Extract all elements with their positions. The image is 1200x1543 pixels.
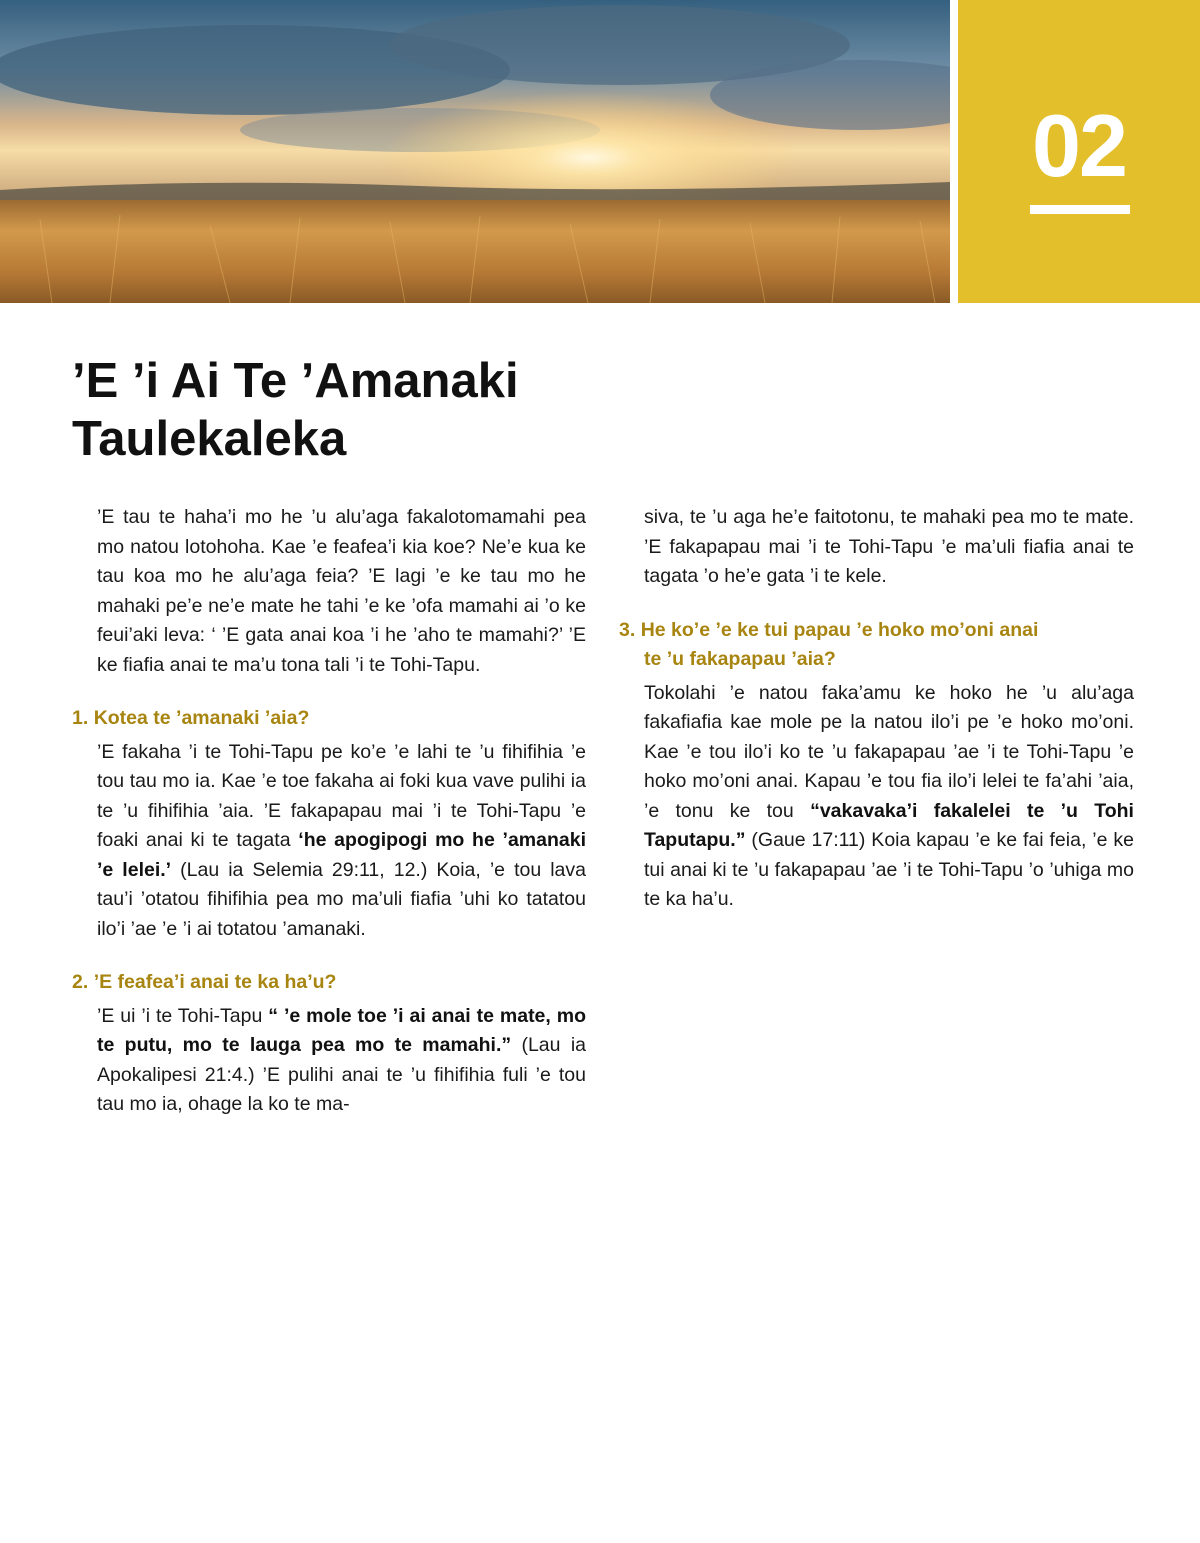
section-3-text-a: Tokolahi ’e natou faka’amu ke hoko he ’u alu’aga fakafiafia kae mole pe la natou ilo’i pe ’e hoko mo’oni. Kae ’e tou ilo’i ko te ’u fakapapau ’ae ’i te Tohi-Tapu ’e hoko mo’oni anai. Kapau ’e tou fia ilo’i lelei te fa’ahi ’aia, ’e tonu ke tou bbox=[644, 681, 1134, 822]
section-3-bold-quote: “vakavaka’i fakalelei te ’u Tohi Taputapu.” bbox=[644, 799, 1134, 851]
section-2-heading-text: ’E feafea’i anai te ka ha’u? bbox=[93, 971, 337, 993]
right-column bbox=[619, 503, 1134, 915]
section-1-heading bbox=[72, 704, 586, 734]
wheat-field-sunset-image bbox=[0, 0, 950, 303]
section-3-heading-line1: He ko’e ’e ke tui papau ’e hoko mo’oni anai bbox=[640, 618, 1039, 641]
section-1-paragraph bbox=[72, 738, 586, 945]
hero-photo bbox=[0, 0, 950, 303]
lesson-number-badge bbox=[958, 0, 1200, 303]
section-3-heading bbox=[619, 616, 1134, 675]
intro-paragraph: ’E tau te haha’i mo he ’u alu’aga fakalotomamahi pea mo natou lotohoha. Kae ’e feafea’i kia koe? Ne’e kua ke tau koa mo he alu’aga feia? ’E lagi ’e ke tau mo he mahaki pe’e ne’e mate he tahi ’e ke ’ofa mamahi ai ’o ke feui’aki leva: ‘ ’E gata anai koa ’i he ’aho te mamahi?’ ’E ke fiafia anai te ma’u tona tali ’i te Tohi-Tapu. bbox=[97, 506, 586, 676]
left-column bbox=[72, 503, 586, 1120]
section-2-paragraph-continued: siva, te ’u aga he’e faitotonu, te mahaki pea mo te mate. ’E fakapapau mai ’i te Tohi-Tapu ’e ma’uli fiafia anai te tagata ’o he’e gata ’i te kele. bbox=[644, 506, 1134, 587]
section-2-bold-quote: “ ’e mole toe ’i ai anai te mate, mo te putu, mo te lauga pea mo te mamahi.” bbox=[97, 1004, 586, 1056]
section-2-text-a: ’E ui ’i te Tohi-Tapu bbox=[97, 1004, 269, 1027]
section-1-heading-text: Kotea te ’amanaki ’aia? bbox=[93, 707, 310, 729]
lesson-number: 02 bbox=[1032, 96, 1126, 195]
section-3-number: 3. bbox=[619, 618, 636, 641]
section-1-number: 1. bbox=[72, 707, 89, 729]
section-2-text-b-left: (Lau ia Apokalipesi 21:4.) ’E pulihi anai te ’u fihifihia fuli ’e tou tau mo ia, ohage la ko te ma- bbox=[97, 1034, 586, 1115]
section-1-bold-quote: ‘he apogipogi mo he ’amanaki ’e lelei.’ bbox=[97, 829, 586, 881]
lesson-title: ’E ’i Ai Te ’Amanaki Taulekaleka bbox=[72, 354, 519, 466]
section-2-paragraph bbox=[72, 1002, 586, 1120]
section-3-paragraph bbox=[619, 679, 1134, 915]
lesson-number-underline bbox=[1030, 205, 1130, 214]
section-1-text-a: ’E fakaha ’i te Tohi-Tapu pe ko’e ’e lahi te ’u fihifihia ’e tou tau mo ia. Kae ’e toe fakaha ai foki kua vave pulihi ia te ’u fihifihia ’aia. ’E fakapapau mai ’i te Tohi-Tapu ’e foaki anai ki te tagata bbox=[97, 740, 586, 851]
section-3-heading-line2: te ’u fakapapau ’aia? bbox=[644, 648, 836, 670]
section-3-text-b: (Gaue 17:11) Koia kapau ’e ke fai feia, ’e ke tui anai ki te ’u fakapapau ’ae ’i te Tohi-Tapu ’o ’uhiga mo te ka ha’u. bbox=[644, 829, 1134, 910]
section-1-text-b: (Lau ia Selemia 29:11, 12.) Koia, ’e tou lava tau’i ’otatou fihifihia pea mo ma’uli fiafia ’uhi ko tatatou ilo’i ’ae ’e ’i ai totatou ’amanaki. bbox=[97, 858, 586, 940]
section-2-heading bbox=[72, 968, 586, 998]
section-2-number: 2. bbox=[72, 971, 89, 993]
